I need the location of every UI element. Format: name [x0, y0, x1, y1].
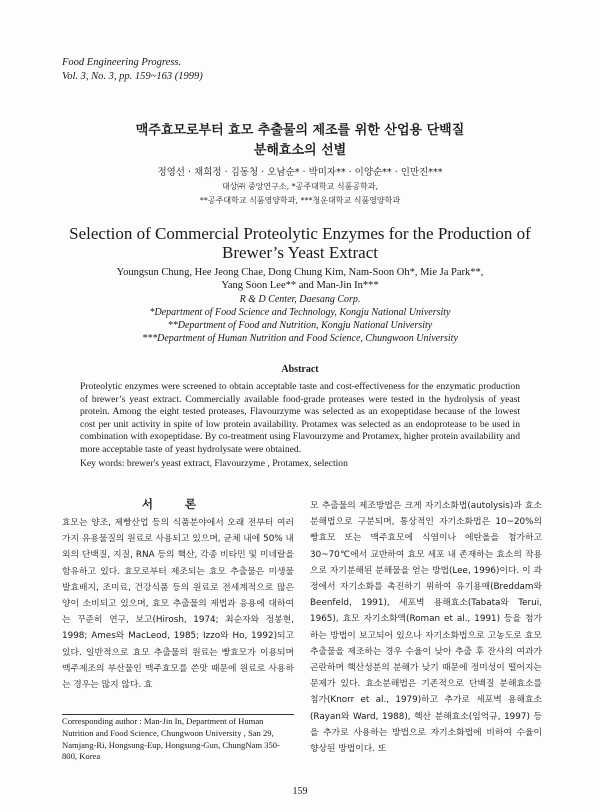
abstract-body: Proteolytic enzymes were screened to obtain acceptable taste and cost-effectiveness for the enzymatic production of brewer’s yeast extract. Commercially available food-grade proteases were tested in the hydrolysis of yeast protein. Among the eight tested proteases, Flavourzyme was selected as an exopeptidase because of the lowest cost per unit activity in spite of low protein availability. Protamex was selected as an endoprotease to be used in combination with exopeptidase. By co-treatment using Flavourzyme and Protamex, higher protein availability and more acceptable taste of yeast hydrolysate were obtained. [80, 381, 520, 455]
english-authors-line1: Youngsun Chung, Hee Jeong Chae, Dong Chung Kim, Nam-Soon Oh*, Mie Ja Park**, [116, 267, 484, 278]
abstract-heading: Abstract [281, 364, 319, 375]
korean-title-line1: 맥주효모로부터 효모 추출물의 제조를 위한 산업용 단백질 [135, 123, 465, 138]
english-aff-line1: R & D Center, Daesang Corp. [239, 294, 361, 305]
english-aff-line2: *Department of Food Science and Technology, Kongju National University [149, 307, 451, 318]
korean-title-line2: 분해효소의 선별 [253, 143, 347, 158]
journal-header [62, 56, 203, 84]
korean-affiliations [0, 180, 600, 208]
korean-affiliation-line1: 대상㈜ 중앙연구소, *공주대학교 식품공학과, [221, 182, 379, 191]
page-number: 159 [292, 786, 308, 797]
english-title-line1: Selection of Commercial Proteolytic Enzymes for the Production of [69, 224, 531, 243]
english-aff-line4: ***Department of Human Nutrition and Food Science, Chungwoon University [142, 333, 458, 344]
english-title [0, 224, 600, 262]
footnote-divider [62, 714, 294, 715]
english-authors [0, 266, 600, 292]
korean-affiliation-line2: **공주대학교 식품영양학과, ***청운대학교 식품영양학과 [199, 196, 401, 205]
keywords: Key words: brewer's yeast extract, Flavourzyme , Protamex, selection [80, 458, 348, 469]
body-column-right: 모 추출물의 제조방법은 크게 자기소화법(autolysis)과 효소분해법으로 구분되며, 통상적인 자기소화법은 10~20%의 빵효모 또는 맥주효모에 식염이나 에탄올을 첨가하고 30~70℃에서 교반하여 효모 세포 내 존재하는 효소의 작용으로 자기분해된 분해물을 얻는 방법(Lee, 1996)이다. 이 과정에서 자기소화를 촉진하기 위하여 유기용매(Breddam와 Beenfeld, 1991), 세포벽 용해효소(Tabata와 Terui, 1965), 효모 자기소화액(Roman et al., 1991) 등을 첨가하는 방법이 보고되어 있으나 자기소화법으로 고농도로 효모 추출물을 제조하는 경우 수율이 낮아 추출 후 잔사의 여과가 곤란하며 핵산성분의 분해가 낮기 때문에 정미성이 떨어지는 문제가 있다. 효소분해법은 기존적으로 단백질 분해효소를 첨가(Knorr et al., 1979)하고 추가로 세포벽 용해효소(Rayan와 Ward, 1988), 핵산 분해효소(임억규, 1997) 등을 추가로 사용하는 방법으로 자기소화법에 비하여 수율이 향상된 방법이다. 또 [310, 501, 542, 755]
body-column-left: 효모는 양조, 제빵산업 등의 식품분야에서 오래 전부터 여러 가지 유용물질의 원료로 사용되고 있으며, 균체 내에 50% 내외의 단백질, 지질, RNA 등의 핵산, 각종 비타민 및 미네랄을 함유하고 있다. 효모로부터 제조되는 효모 추출물은 미생물 발효배지, 조미료, 건강식품 등의 원료로 전세계적으로 많은 양이 소비되고 있으며, 효모 추출물의 제법과 응용에 대하여는 꾸준히 연구, 보고(Hirosh, 1974; 최순자와 정봉현, 1998; Ames와 MacLeod, 1985; Izzo와 Ho, 1992)되고 있다. 일반적으로 효모 추출물의 원료는 빵효모가 이용되며 맥주제조의 부산물인 맥주효모를 쓴맛 때문에 원료로 사용하는 경우는 많지 않다. 효 [62, 518, 294, 691]
english-affiliations [0, 293, 600, 345]
english-title-line2: Brewer’s Yeast Extract [222, 243, 378, 262]
section-heading-introduction: 서 론 [141, 497, 211, 511]
english-authors-line2: Yang Soon Lee** and Man-Jin In*** [221, 280, 379, 291]
korean-title [0, 121, 600, 161]
corresponding-author-footnote: Corresponding author : Man-Jin In, Department of Human Nutrition and Food Science, Chungwoon University , San 29, Namjang-Ri, Hongsung-Eup, Hongsung-Gun, ChungNam 350-800, Korea [62, 716, 280, 762]
journal-name: Food Engineering Progress. [62, 57, 182, 68]
korean-authors: 정영선 · 채희정 · 김동청 · 오남순* · 박미자** · 이양순** · 인만진*** [157, 167, 443, 178]
english-aff-line3: **Department of Food and Nutrition, Kongju National University [167, 320, 433, 331]
journal-citation: Vol. 3, No. 3, pp. 159~163 (1999) [62, 71, 203, 82]
